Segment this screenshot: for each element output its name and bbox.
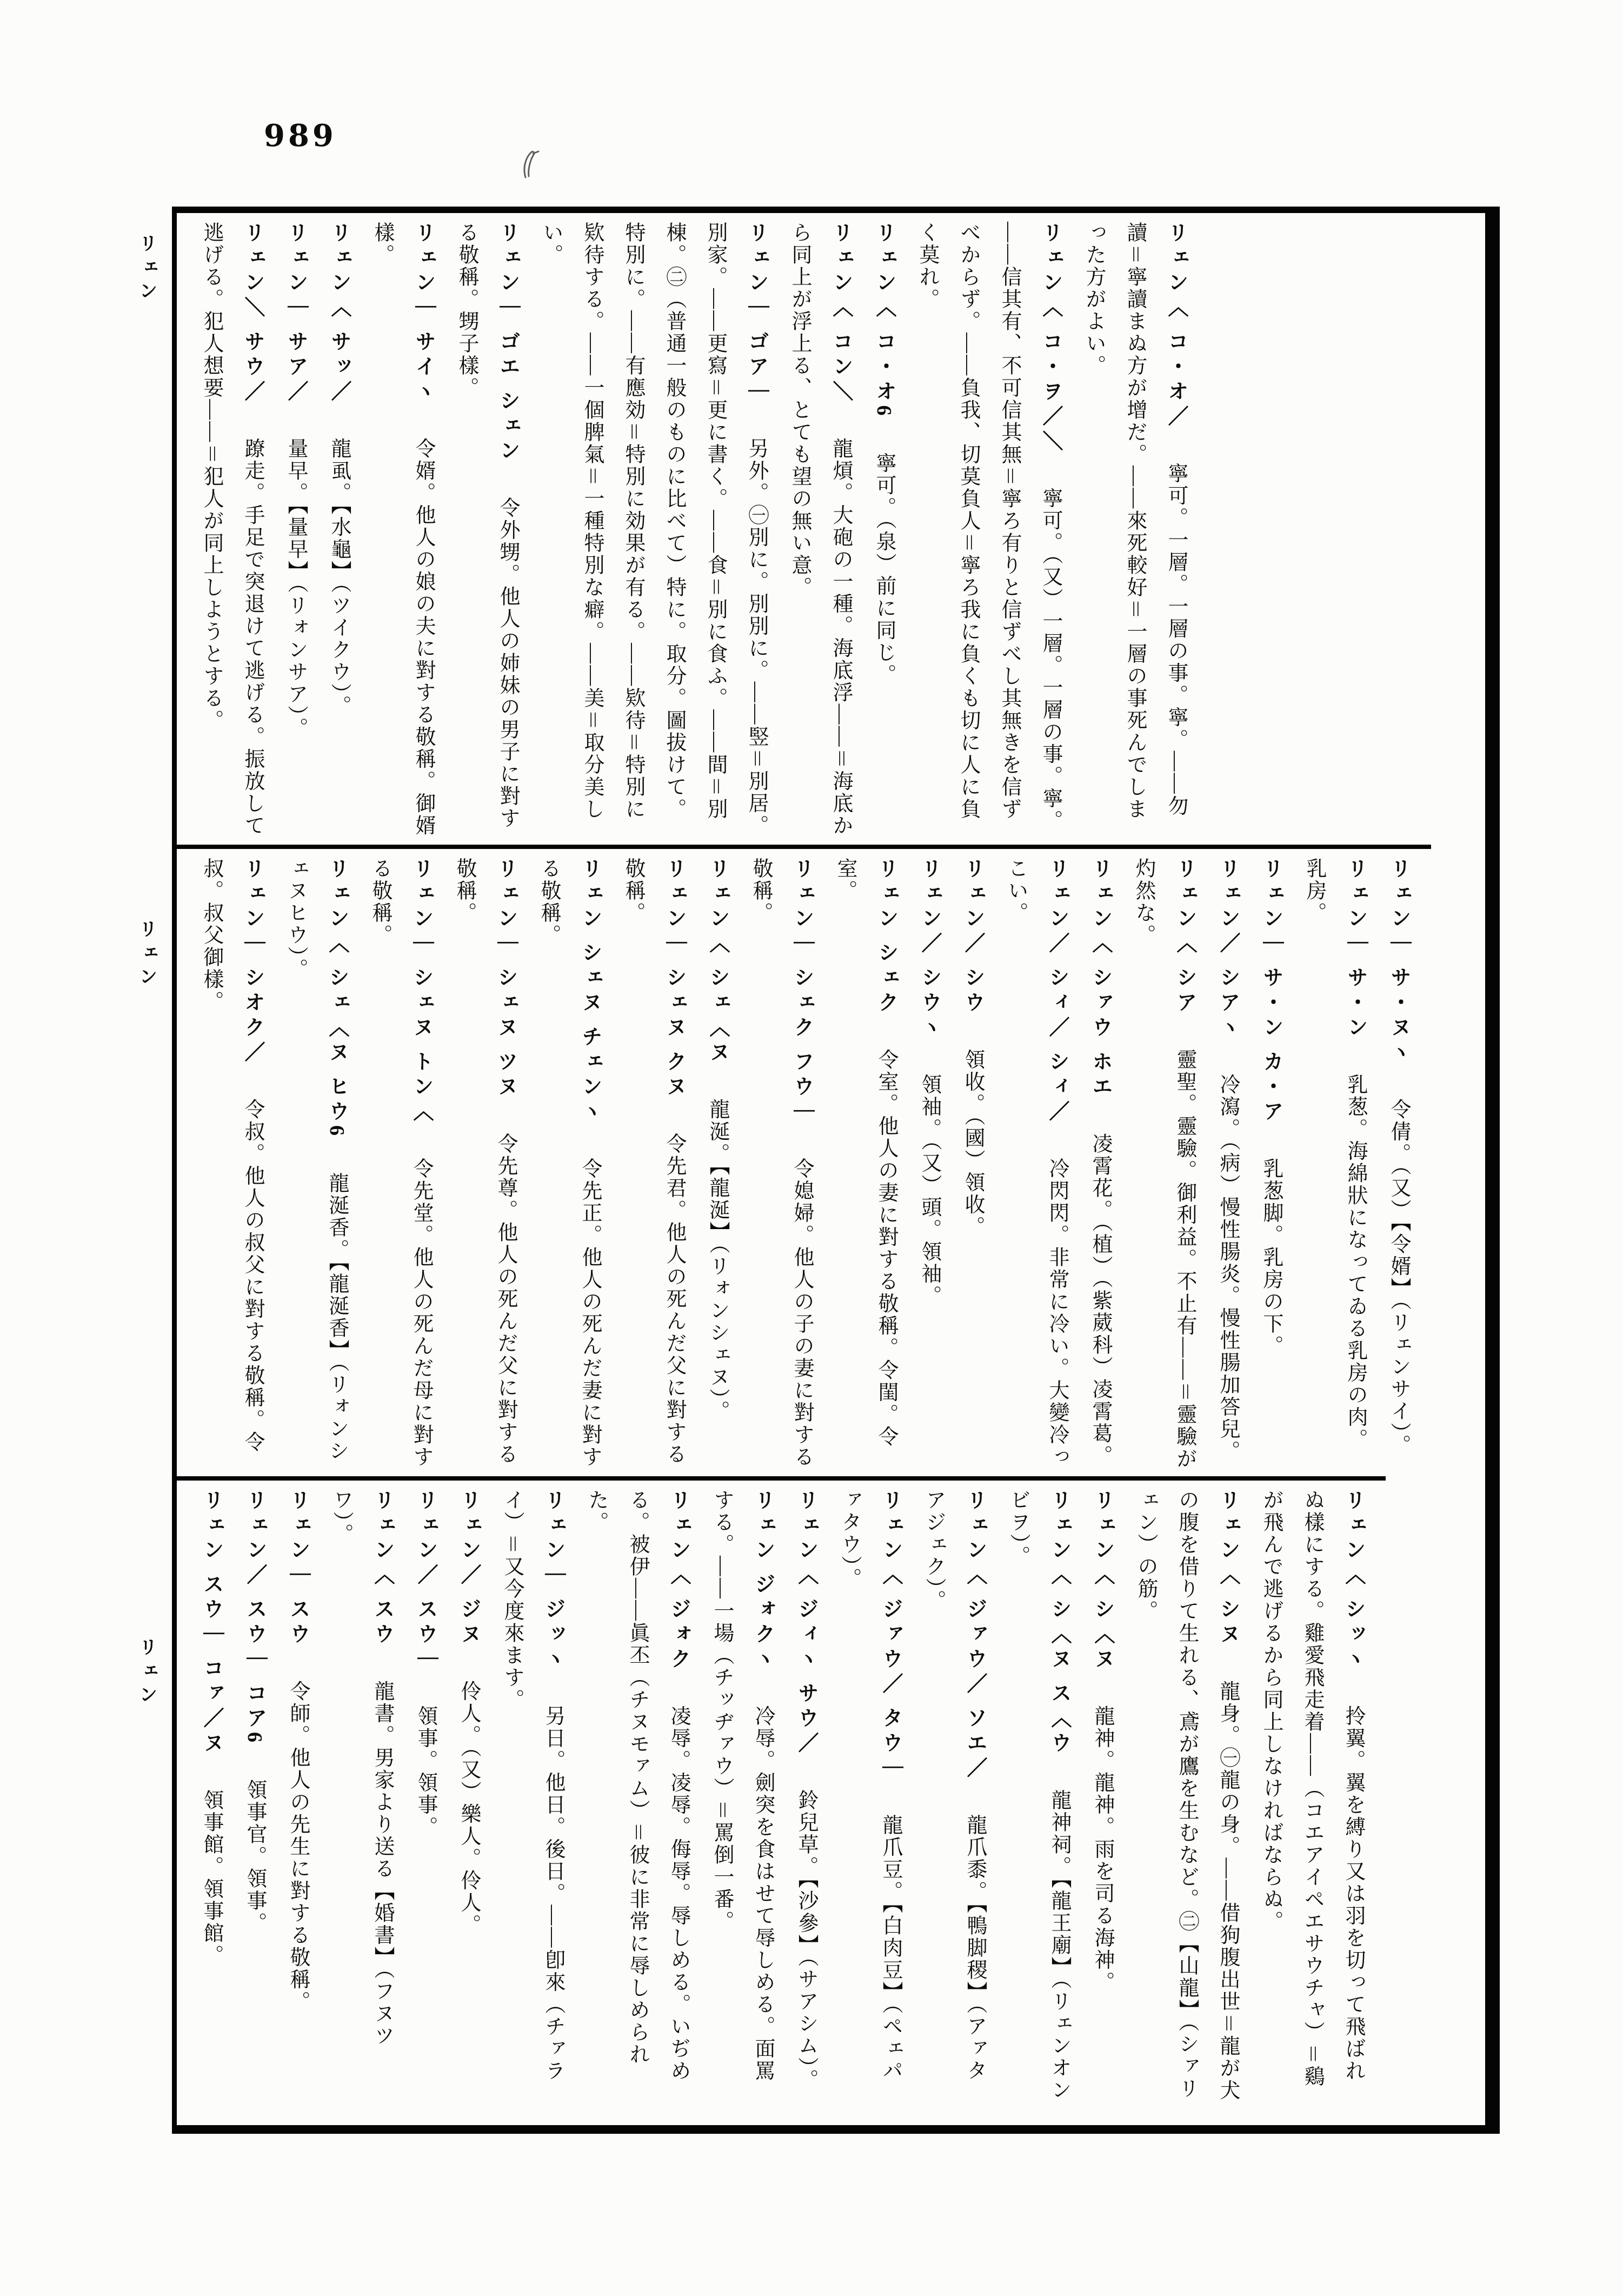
entry-definition: 令先尊。他人の死んだ父に對する敬稱。 xyxy=(453,858,517,1465)
entry-definition: 領事官。領事。 xyxy=(243,1779,266,1934)
dictionary-entry xyxy=(360,858,442,1471)
entry-definition: 領事館。領事館。 xyxy=(200,1789,223,1967)
entry-headword: リェン ジォクヽ xyxy=(751,1489,774,1698)
dictionary-entry xyxy=(318,222,360,839)
entry-headword: リェン｜ シェヌ トン〈 xyxy=(410,858,433,1150)
dictionary-page-frame xyxy=(172,207,1500,2134)
entry-definition: 令室。他人の妻に對する敬稱。令閨。令室。 xyxy=(834,858,897,1448)
dictionary-entry xyxy=(829,1489,911,2102)
entry-definition: 龍書。男家より送る【婚書】（フヌツワ）。 xyxy=(330,1489,394,2047)
entry-definition: 蹽走。手足で突退けて逃げる。振放して逃げる。犯人想要——＝犯人が同上しようとする。 xyxy=(200,222,264,837)
entry-headword: リェン｜ シェク フウ｜ xyxy=(790,858,813,1150)
dictionary-entry xyxy=(191,858,273,1471)
dictionary-entry xyxy=(740,858,822,1471)
entry-headword: リェン＼ サウ／ xyxy=(241,222,264,430)
entry-headword: リェン シェク xyxy=(875,858,897,1041)
entry-headword: リェン〈 シェ〈ヌ xyxy=(706,858,729,1091)
entry-definition: 寧可。一層。一層の事。寧。——勿讀＝寧讀まぬ方が增だ。——來死較好＝一層の事死んでしまった方がよい。 xyxy=(1082,222,1187,821)
dictionary-entry xyxy=(444,858,526,1471)
margin-guide-word: リェン xyxy=(136,919,156,991)
entry-headword: リェン〈 シッヽ xyxy=(1342,1489,1365,1698)
entry-definition: 令婿。他人の娘の夫に對する敬稱。御婿樣。 xyxy=(371,222,435,837)
entry-headword: リェン〈 ジァウ／ ソエ／ xyxy=(963,1489,986,1807)
entry-definition: 另外。㊀別に。別別に。——竪＝別居。別家。——更寫＝更に書く。——食＝別に食ふ。——間＝別棟。㊁（普通一般のものに比べて）特に。取分。圖拔けて。特別に。——有應効＝特別に効果が有る。——欵待＝特別に欵待する。——一個脾氣＝一種特別な癖。——美＝取分美しい。 xyxy=(540,222,768,837)
entry-definition: 令先堂。他人の死んだ母に對する敬稱。 xyxy=(369,858,433,1468)
dictionary-entry xyxy=(1123,858,1205,1471)
entry-headword: リェン〈 シァウ ホエ xyxy=(1089,858,1112,1125)
dictionary-entry xyxy=(448,1489,489,2102)
dictionary-entry xyxy=(405,1489,446,2102)
dictionary-entry xyxy=(613,858,695,1471)
dictionary-entry xyxy=(1378,858,1419,1471)
dictionary-entry xyxy=(576,1489,699,2102)
dictionary-entry xyxy=(952,858,993,1471)
dictionary-entry xyxy=(1082,1489,1123,2102)
entry-headword: リェン〈 シ〈ヌ ス〈ウ xyxy=(1048,1489,1070,1782)
dictionary-entry xyxy=(786,1489,827,2102)
entry-definition: 寧可。（泉）前に同じ。 xyxy=(873,452,895,686)
page-number: 989 xyxy=(264,118,337,154)
entry-definition: 寧可。（又）一層。一層の事。寧。——信其有、不可信其無＝寧ろ有りと信ずべし其無きを信ずべからず。——負我、切莫負人＝寧ろ我に負くも切に人に負く莫れ。 xyxy=(916,222,1062,832)
entry-definition: 領收。（國）領收。 xyxy=(961,1049,984,1238)
entry-headword: リェン｜ サ・ン xyxy=(1344,858,1367,1066)
entry-headword: リェン〈 シ〈ヌ xyxy=(1091,1489,1114,1698)
entry-headword: リェン｜ サア／ xyxy=(284,222,307,430)
dictionary-entry xyxy=(824,858,907,1471)
pencil-mark xyxy=(515,145,553,183)
entry-headword: リェン｜ ゴエ シェン xyxy=(496,222,519,489)
entry-definition: 冷辱。劍突を食はせて辱しめる。面罵する。——一場（チッヂァウ）＝罵倒一番。 xyxy=(710,1489,774,2082)
entry-definition: 領事。領事。 xyxy=(414,1705,437,1839)
entry-definition: 龍涎。【龍涎】（リォンシェヌ）。 xyxy=(706,1098,729,1423)
dictionary-band-1 xyxy=(177,213,1208,845)
dictionary-entry xyxy=(491,1489,574,2102)
dictionary-entry xyxy=(913,1489,995,2102)
entry-headword: リェン〈 シア xyxy=(1173,858,1196,1041)
dictionary-entry xyxy=(528,858,610,1471)
dictionary-entry xyxy=(275,222,316,839)
entry-definition: 領袖。（又）頭。領袖。 xyxy=(918,1073,941,1308)
dictionary-entry xyxy=(446,222,528,839)
dictionary-entry xyxy=(907,222,1071,839)
entry-headword: リェン〈 シヌ xyxy=(1216,1489,1239,1673)
dictionary-entry xyxy=(1207,858,1248,1471)
entry-headword: リェン／ シウヽ xyxy=(918,858,941,1066)
entry-headword: リェン〈 コ・オ／ xyxy=(1165,222,1187,455)
entry-headword: リェン｜ サ・ヌヽ xyxy=(1387,858,1410,1091)
dictionary-entry xyxy=(191,222,273,839)
margin-guide-word: リェン xyxy=(136,1637,156,1709)
entry-definition: 拎翼。翼を縛り又は羽を切って飛ばれぬ樣にする。雞愛飛走着——（コエアイペエサウチャ）＝鷄が飛んで逃げるから同上しなければならぬ。 xyxy=(1260,1489,1365,2088)
dictionary-entry xyxy=(1250,1489,1374,2102)
dictionary-entry xyxy=(1073,222,1196,839)
entry-definition: 令先正。他人の死んだ妻に對する敬稱。 xyxy=(537,858,601,1468)
margin-guide-word: リェン xyxy=(136,234,156,305)
entry-headword: リェン シェヌ チェンヽ xyxy=(578,858,601,1150)
entry-definition: 冷瀉。（病）慢性腸炎。慢性腸加答兒。 xyxy=(1216,1073,1239,1463)
entry-headword: リェン〈 コ・ヲ／＼ xyxy=(1039,222,1062,480)
entry-definition: 令外甥。他人の姉妹の男子に對する敬稱。甥子樣。 xyxy=(455,222,519,830)
dictionary-entry xyxy=(1294,858,1376,1471)
entry-headword: リェン〈 サッ／ xyxy=(328,222,350,430)
entry-definition: 龍熕。大砲の一種。海底浮——＝海底から同上が浮上る、とても望の無い意。 xyxy=(788,222,852,837)
entry-definition: 令倩。（又）【令婿】（リェンサイ）。 xyxy=(1387,1098,1410,1457)
entry-definition: 龍涎香。【龍涎香】（リォンシェヌヒウ）。 xyxy=(284,858,348,1462)
entry-definition: 另日。他日。後日。——卽來（チァライ）＝又今度來ます。 xyxy=(501,1489,564,2082)
entry-definition: 令叔。他人の叔父に對する敬稱。令叔。叔父御樣。 xyxy=(200,858,264,1454)
dictionary-entry xyxy=(275,858,357,1471)
entry-definition: 鈴兒草。【沙參】（サアシム）。 xyxy=(795,1789,817,2091)
dictionary-entry xyxy=(997,1489,1080,2102)
dictionary-entry xyxy=(1250,858,1292,1471)
dictionary-entry xyxy=(234,1489,275,2102)
entry-definition: 靈聖。靈驗。御利益。不止有——＝靈驗が灼然な。 xyxy=(1132,858,1196,1470)
dictionary-entry xyxy=(1080,858,1121,1471)
entry-headword: リェン｜ シェヌ クヌ xyxy=(663,858,686,1125)
entry-headword: リェン｜ ジッヽ xyxy=(542,1489,564,1698)
entry-headword: リェン｜ シェヌ ツヌ xyxy=(494,858,517,1125)
entry-headword: リェン｜ サイヽ xyxy=(412,222,435,430)
dictionary-entry xyxy=(277,1489,318,2102)
entry-definition: 乳葱脚。乳房の下。 xyxy=(1260,1158,1282,1357)
entry-definition: 龍虱。【水龜】（ツイクウ）。 xyxy=(328,437,350,718)
entry-definition: 量早。【量早】（リォンサア）。 xyxy=(284,437,307,740)
entry-definition: 凌辱。凌辱。侮辱。辱しめる。いぢめる。被伊——眞丕（チヌモァム）＝彼に非常に辱しめられた。 xyxy=(585,1489,690,2082)
entry-headword: リェン｜ ゴア｜ xyxy=(745,222,768,430)
entry-headword: リェン／ ジヌ xyxy=(457,1489,480,1673)
entry-definition: 龍爪豆。【白肉豆】（ペェパァタウ）。 xyxy=(838,1489,902,2082)
entry-headword: リェン〈 スウ xyxy=(371,1489,394,1673)
entry-definition: 龍身。㊀龍の身。——借狗腹出世＝龍が犬の腹を借りて生れる、鳶が鷹を生むなど。㊁【山龍】（シァリェン）の筋。 xyxy=(1134,1489,1239,2102)
dictionary-entry xyxy=(697,858,738,1471)
entry-headword: リェン｜ シオク／ xyxy=(241,858,264,1091)
dictionary-entry xyxy=(995,858,1077,1471)
dictionary-entry xyxy=(530,222,777,839)
entry-definition: 乳葱。海綿狀になってゐる乳房の肉。乳房。 xyxy=(1303,858,1367,1451)
entry-definition: 伶人。（又）樂人。伶人。 xyxy=(457,1680,480,1936)
dictionary-band-3 xyxy=(177,1476,1386,2108)
dictionary-entry xyxy=(701,1489,783,2102)
entry-definition: 凌霄花。（植）（紫葳科）凌霄葛。 xyxy=(1089,1133,1112,1467)
dictionary-entry xyxy=(909,858,950,1471)
entry-headword: リェン／ シアヽ xyxy=(1216,858,1239,1066)
dictionary-entry xyxy=(362,222,444,839)
entry-headword: リェン／ スウ｜ xyxy=(414,1489,437,1698)
entry-headword: リェン〈 コ・オ6 xyxy=(873,222,895,445)
entry-headword: リェン〈 コン＼ xyxy=(829,222,852,430)
entry-definition: 令媳婦。他人の子の妻に對する敬稱。 xyxy=(749,858,813,1468)
dictionary-entry xyxy=(191,1489,232,2102)
entry-headword: リェン｜ サ・ン カ・ア xyxy=(1260,858,1282,1150)
dictionary-entry xyxy=(1125,1489,1248,2102)
entry-definition: 冷閃閃。非常に冷い。大變冷っこい。 xyxy=(1005,858,1068,1468)
entry-definition: 龍爪黍。【鴨脚稷】（アァタアジェク）。 xyxy=(922,1489,986,2082)
entry-headword: リェン／ シィ／ シィ／ xyxy=(1046,858,1068,1150)
dictionary-entry xyxy=(779,222,861,839)
entry-headword: リェン／ シウ xyxy=(961,858,984,1041)
dictionary-entry xyxy=(863,222,904,839)
entry-definition: 龍神。龍神。雨を司る海神。 xyxy=(1091,1705,1114,1994)
dictionary-band-2 xyxy=(177,845,1431,1476)
entry-definition: 令師。他人の先生に對する敬稱。 xyxy=(287,1680,309,2013)
entry-headword: リェン〈 ジィヽ サウ／ xyxy=(795,1489,817,1782)
entry-headword: リェン〈 ジォク xyxy=(667,1489,690,1698)
entry-headword: リェン／ スウ｜ コア6 xyxy=(243,1489,266,1771)
dictionary-entry xyxy=(321,1489,403,2102)
entry-definition: 令先君。他人の死んだ父に對する敬稱。 xyxy=(622,858,686,1465)
entry-headword: リェン｜ スウ xyxy=(287,1489,309,1673)
entry-headword: リェン〈 ジァウ／ タウ｜ xyxy=(879,1489,902,1807)
entry-definition: 龍神祠。【龍王廟】（リェンオンビヲ）。 xyxy=(1007,1489,1070,2101)
entry-headword: リェン スウ｜ コァ／ヌ xyxy=(200,1489,223,1782)
entry-headword: リェン〈 シェ〈ヌ ヒウ6 xyxy=(325,858,348,1165)
